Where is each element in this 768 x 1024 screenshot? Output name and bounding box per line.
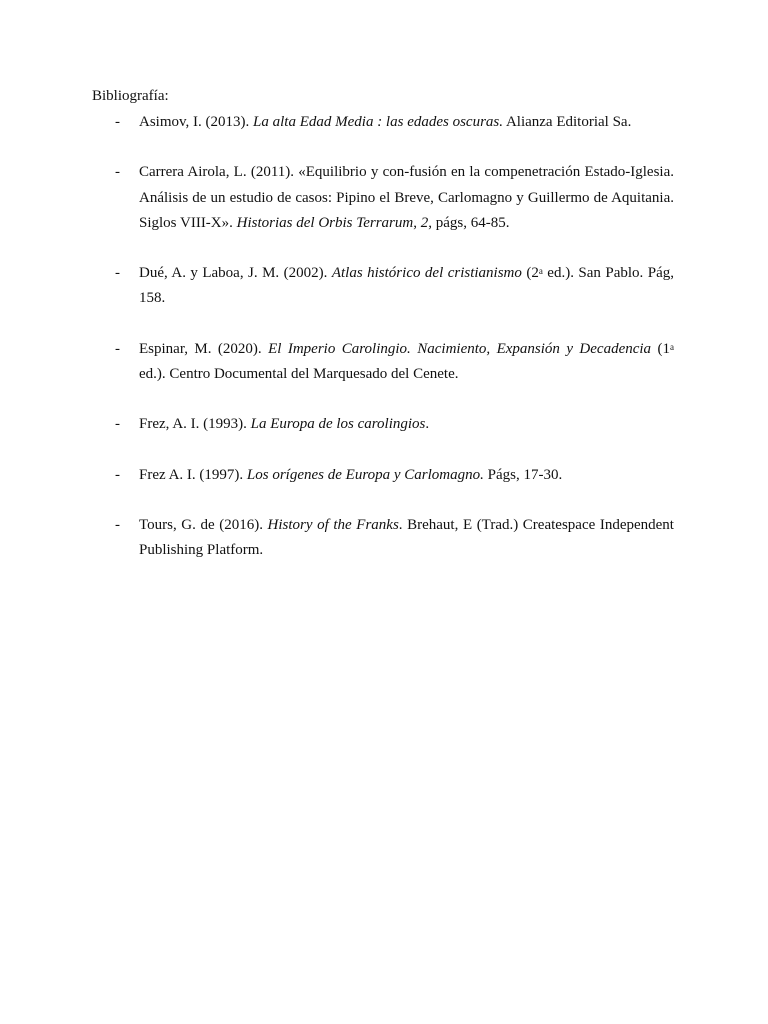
reference-title: La Europa de los carolingios [250,416,426,433]
reference-list [92,110,674,589]
bullet-dash: - [115,340,120,357]
ordinal-superscript: a [538,266,543,277]
reference-text [139,416,429,432]
reference-title: El Imperio Carolingio. Nacimiento, Expansión y Decadencia [268,340,652,357]
ordinal-superscript: a [670,341,674,352]
reference-title: 2 [420,214,429,231]
reference-title: Los orígenes de Europa y Carlomagno. [246,466,484,483]
reference-item [92,110,674,135]
reference-segment: Espinar, M. (2020). [139,340,269,357]
reference-segment: Carrera Airola, L. (2011). «Equilibrio y con-fusión en la compenetración Estado-Iglesia. Análisis de un estudio de casos: Pipino el Breve, Carlomagno y Guillermo de Aquitania. Siglos VIII-X». [139,164,674,231]
reference-text [139,341,674,382]
bullet-dash: - [115,466,120,483]
reference-segment: ed.). San Pablo. Pág, 158. [139,265,674,307]
reference-segment: Asimov, I. (2013). [139,114,254,130]
reference-segment: Alianza Editorial Sa. [503,114,632,130]
reference-title: Atlas histórico del cristianismo [331,265,522,282]
reference-title: History of the Franks [267,516,399,533]
reference-title: La alta Edad Media : las edades oscuras. [253,114,504,130]
reference-text [139,517,674,558]
reference-segment: . Brehaut, E (Trad.) Createspace Independent Publishing Platform. [139,516,674,559]
bullet-dash: - [115,114,120,130]
reference-segment: Frez A. I. (1997). [139,466,247,483]
reference-item [92,412,674,437]
bullet-dash: - [115,265,120,282]
reference-item [92,513,674,564]
reference-text [139,164,674,231]
reference-segment: (1 [651,340,670,357]
bullet-dash: - [115,416,120,433]
reference-segment: (2 [521,265,539,282]
bibliography-heading: Bibliografía: [92,88,169,104]
reference-segment: Dué, A. y Laboa, J. M. (2002). [139,265,332,282]
reference-segment: , [413,214,421,231]
reference-segment: . [425,416,430,433]
bullet-dash: - [115,164,120,181]
reference-text [139,467,562,483]
reference-item [92,261,674,312]
reference-text [139,265,674,306]
reference-item [92,463,674,488]
reference-segment: Págs, 17-30. [483,466,563,483]
reference-segment: , págs, 64-85. [428,214,510,231]
reference-item [92,160,674,236]
reference-segment: ed.). Centro Documental del Marquesado del Cenete. [139,366,459,383]
reference-segment: Frez, A. I. (1993). [139,416,251,433]
reference-title: Historias del Orbis Terrarum [236,214,414,231]
reference-item [92,337,674,388]
bullet-dash: - [115,516,120,533]
reference-text [139,114,631,130]
reference-segment: Tours, G. de (2016). [139,516,268,533]
